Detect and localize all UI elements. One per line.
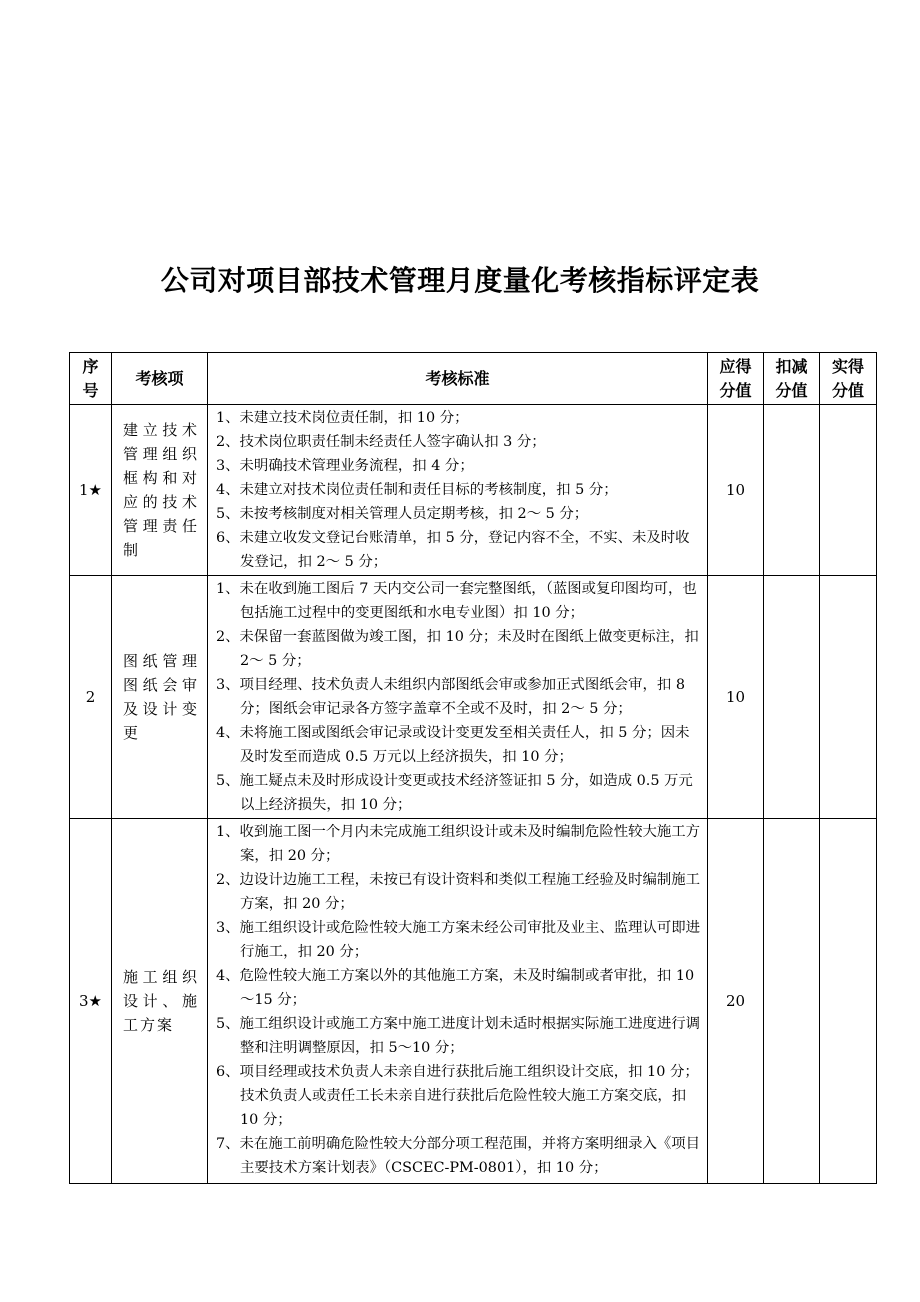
row-item: 施工组织设计、施工方案 bbox=[112, 819, 208, 1184]
row-seq: 1★ bbox=[70, 405, 112, 576]
criterion: 4、未建立对技术岗位责任制和责任目标的考核制度，扣 5 分； bbox=[216, 482, 618, 498]
criterion: 4、危险性较大施工方案以外的其他施工方案，未及时编制或者审批，扣 10～15 分； bbox=[216, 968, 695, 1008]
header-standard: 考核标准 bbox=[208, 353, 708, 405]
criterion: 3、未明确技术管理业务流程，扣 4 分； bbox=[216, 458, 474, 474]
criterion: 5、施工组织设计或施工方案中施工进度计划未适时根据实际施工进度进行调整和注明调整原因，扣 5～10 分； bbox=[216, 1016, 701, 1056]
criterion: 3、施工组织设计或危险性较大施工方案未经公司审批及业主、监理认可即进行施工，扣 20 分； bbox=[216, 920, 701, 960]
table-row bbox=[70, 405, 877, 576]
criterion: 7、未在施工前明确危险性较大分部分项工程范围，并将方案明细录入《项目主要技术方案计划表》（CSCEC-PM-0801），扣 10 分； bbox=[216, 1136, 701, 1176]
header-item: 考核项 bbox=[112, 353, 208, 405]
row-item: 图纸管理图纸会审及设计变更 bbox=[112, 576, 208, 819]
page-title: 公司对项目部技术管理月度量化考核指标评定表 bbox=[160, 264, 760, 297]
row-seq: 2 bbox=[70, 576, 112, 819]
criterion: 1、未在收到施工图后 7 天内交公司一套完整图纸，（蓝图或复印图均可，也包括施工过程中的变更图纸和水电专业图）扣 10 分； bbox=[216, 581, 697, 621]
row-actual-cell bbox=[820, 819, 877, 1184]
row-full-score: 20 bbox=[708, 819, 764, 1184]
criterion: 2、技术岗位职责任制未经责任人签字确认扣 3 分； bbox=[216, 434, 546, 450]
table-row bbox=[70, 576, 877, 819]
row-criteria bbox=[208, 819, 708, 1184]
row-criteria bbox=[208, 576, 708, 819]
criterion: 5、未按考核制度对相关管理人员定期考核，扣 2～ 5 分； bbox=[216, 506, 589, 522]
criterion: 1、未建立技术岗位责任制，扣 10 分； bbox=[216, 410, 469, 426]
criterion: 2、未保留一套蓝图做为竣工图，扣 10 分；未及时在图纸上做变更标注，扣 2～ 5 分； bbox=[216, 629, 699, 669]
header-full-score: 应得 分值 bbox=[708, 353, 764, 405]
criterion: 6、项目经理或技术负责人未亲自进行获批后施工组织设计交底，扣 10 分；技术负责人或责任工长未亲自进行获批后危险性较大施工方案交底，扣 10 分； bbox=[216, 1064, 699, 1128]
evaluation-table bbox=[69, 352, 877, 1184]
header-seq: 序 号 bbox=[70, 353, 112, 405]
table-header-row bbox=[70, 353, 877, 405]
row-full-score: 10 bbox=[708, 405, 764, 576]
row-seq: 3★ bbox=[70, 819, 112, 1184]
criterion: 3、项目经理、技术负责人未组织内部图纸会审或参加正式图纸会审，扣 8 分；图纸会审记录各方签字盖章不全或不及时，扣 2～ 5 分； bbox=[216, 677, 685, 717]
row-actual-cell bbox=[820, 405, 877, 576]
criterion: 2、边设计边施工工程，未按已有设计资料和类似工程施工经验及时编制施工方案，扣 20 分； bbox=[216, 872, 701, 912]
row-deduct-cell bbox=[764, 819, 820, 1184]
table-row bbox=[70, 819, 877, 1184]
criterion: 5、施工疑点未及时形成设计变更或技术经济签证扣 5 分，如造成 0.5 万元以上经济损失，扣 10 分； bbox=[216, 773, 693, 813]
row-deduct-cell bbox=[764, 405, 820, 576]
row-deduct-cell bbox=[764, 576, 820, 819]
header-actual: 实得 分值 bbox=[820, 353, 877, 405]
criterion: 1、收到施工图一个月内未完成施工组织设计或未及时编制危险性较大施工方案，扣 20 分； bbox=[216, 824, 701, 864]
criterion: 6、未建立收发文登记台账清单，扣 5 分，登记内容不全，不实、未及时收发登记，扣 2～ 5 分； bbox=[216, 530, 690, 570]
criterion: 4、未将施工图或图纸会审记录或设计变更发至相关责任人，扣 5 分；因未及时发至而造成 0.5 万元以上经济损失，扣 10 分； bbox=[216, 725, 690, 765]
row-criteria bbox=[208, 405, 708, 576]
row-item: 建立技术管理组织框构和对应的技术管理责任制 bbox=[112, 405, 208, 576]
header-deduct: 扣减 分值 bbox=[764, 353, 820, 405]
row-full-score: 10 bbox=[708, 576, 764, 819]
row-actual-cell bbox=[820, 576, 877, 819]
